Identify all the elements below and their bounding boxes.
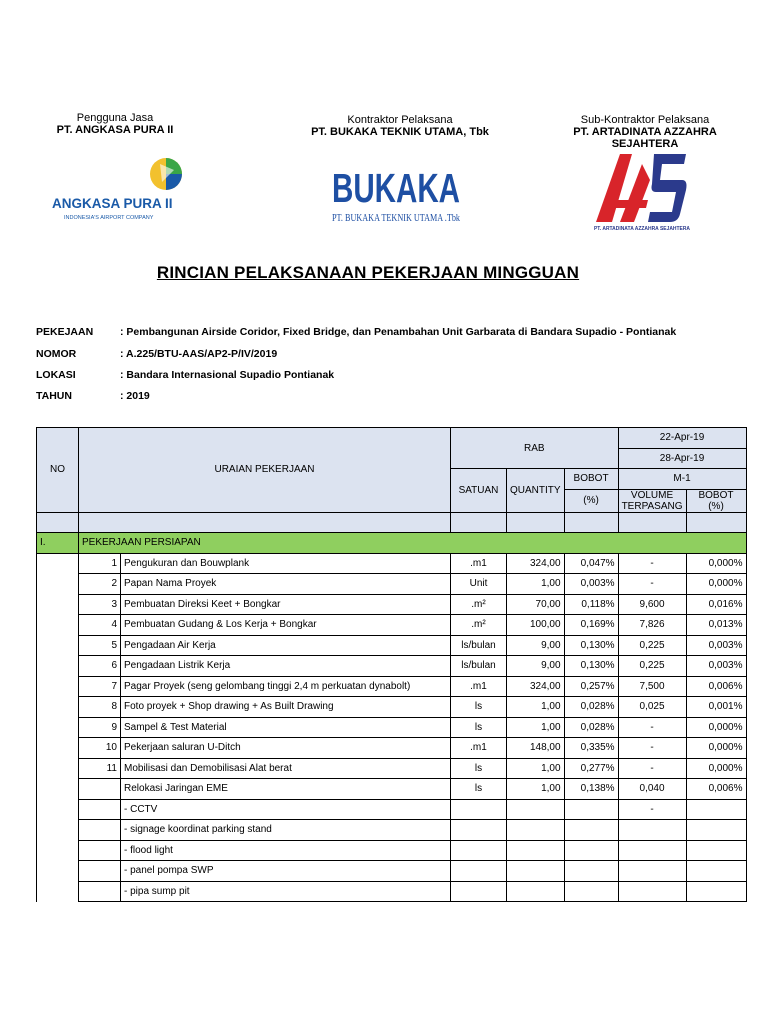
row-bobot: 0,130% bbox=[564, 656, 618, 677]
row-quantity: 9,00 bbox=[507, 656, 565, 677]
row-blank bbox=[37, 615, 79, 636]
bukaka-logo-sub: PT. BUKAKA TEKNIK UTAMA .Tbk bbox=[332, 213, 460, 224]
row-number bbox=[79, 840, 121, 861]
row-description: Pembuatan Direksi Keet + Bongkar bbox=[121, 594, 451, 615]
row-bobot: 0,335% bbox=[564, 738, 618, 759]
row-blank bbox=[37, 553, 79, 574]
row-volume: 7,500 bbox=[618, 676, 686, 697]
row-number: 10 bbox=[79, 738, 121, 759]
header-bobot2 bbox=[686, 489, 746, 512]
row-bobot-terpasang: 0,000% bbox=[686, 758, 746, 779]
row-bobot-terpasang bbox=[686, 840, 746, 861]
row-blank bbox=[37, 594, 79, 615]
header-volume-label: VOLUME bbox=[630, 489, 674, 501]
row-bobot: 0,169% bbox=[564, 615, 618, 636]
row-quantity bbox=[507, 799, 565, 820]
row-number: 4 bbox=[79, 615, 121, 636]
row-unit: .m1 bbox=[451, 738, 507, 759]
meta-key: NOMOR bbox=[36, 348, 77, 360]
header-quantity: QUANTITY bbox=[507, 469, 565, 513]
row-quantity: 1,00 bbox=[507, 779, 565, 800]
row-bobot-terpasang: 0,013% bbox=[686, 615, 746, 636]
row-bobot: 0,138% bbox=[564, 779, 618, 800]
meta-value: : 2019 bbox=[120, 390, 150, 402]
bukaka-logo bbox=[330, 160, 465, 231]
row-volume: - bbox=[618, 799, 686, 820]
row-bobot bbox=[564, 881, 618, 902]
subcontractor-company: PT. ARTADINATA AZZAHRA SEJAHTERA bbox=[573, 126, 717, 150]
table-row bbox=[37, 840, 747, 861]
row-volume: - bbox=[618, 574, 686, 595]
row-volume: 0,040 bbox=[618, 779, 686, 800]
header-bobot2-label: BOBOT bbox=[698, 489, 734, 501]
row-blank bbox=[37, 697, 79, 718]
table-row bbox=[37, 615, 747, 636]
section-row bbox=[37, 533, 747, 554]
angkasa-pura-logo bbox=[52, 152, 187, 229]
row-bobot bbox=[564, 840, 618, 861]
row-description: Mobilisasi dan Demobilisasi Alat berat bbox=[121, 758, 451, 779]
meta-key: LOKASI bbox=[36, 369, 76, 381]
row-volume: 0,225 bbox=[618, 635, 686, 656]
owner-block bbox=[30, 112, 200, 136]
row-description: Pembuatan Gudang & Los Kerja + Bongkar bbox=[121, 615, 451, 636]
row-blank bbox=[37, 574, 79, 595]
row-bobot-terpasang bbox=[686, 881, 746, 902]
subcontractor-role: Sub-Kontraktor Pelaksana bbox=[580, 114, 710, 126]
aas-logo-icon bbox=[592, 150, 692, 232]
row-unit: ls bbox=[451, 697, 507, 718]
row-number: 6 bbox=[79, 656, 121, 677]
row-bobot bbox=[564, 799, 618, 820]
row-blank bbox=[37, 779, 79, 800]
row-unit: ls bbox=[451, 717, 507, 738]
row-quantity: 1,00 bbox=[507, 574, 565, 595]
header-date-end: 28-Apr-19 bbox=[618, 448, 746, 469]
row-bobot: 0,277% bbox=[564, 758, 618, 779]
row-blank bbox=[37, 717, 79, 738]
row-bobot-terpasang: 0,016% bbox=[686, 594, 746, 615]
row-bobot-terpasang: 0,001% bbox=[686, 697, 746, 718]
row-description: - CCTV bbox=[121, 799, 451, 820]
table-row bbox=[37, 799, 747, 820]
work-table bbox=[36, 427, 747, 902]
row-blank bbox=[37, 738, 79, 759]
row-number: 2 bbox=[79, 574, 121, 595]
row-number bbox=[79, 861, 121, 882]
row-bobot bbox=[564, 861, 618, 882]
row-blank bbox=[37, 635, 79, 656]
row-blank bbox=[37, 758, 79, 779]
table-row bbox=[37, 738, 747, 759]
row-description: - signage koordinat parking stand bbox=[121, 820, 451, 841]
row-quantity bbox=[507, 840, 565, 861]
header-bobot: BOBOT bbox=[564, 469, 618, 490]
row-blank bbox=[37, 799, 79, 820]
row-unit: ls bbox=[451, 779, 507, 800]
row-quantity: 100,00 bbox=[507, 615, 565, 636]
header-bobot2-unit: (%) bbox=[708, 500, 724, 512]
page-title: RINCIAN PELAKSANAAN PEKERJAAN MINGGUAN bbox=[156, 263, 580, 282]
row-number: 7 bbox=[79, 676, 121, 697]
row-quantity bbox=[507, 820, 565, 841]
row-number: 11 bbox=[79, 758, 121, 779]
table-row bbox=[37, 820, 747, 841]
row-volume: - bbox=[618, 717, 686, 738]
section-no: I. bbox=[37, 533, 79, 554]
contractor-company: PT. BUKAKA TEKNIK UTAMA, Tbk bbox=[311, 126, 489, 138]
header-satuan: SATUAN bbox=[451, 469, 507, 513]
table-row bbox=[37, 656, 747, 677]
table-row bbox=[37, 881, 747, 902]
owner-company: PT. ANGKASA PURA II bbox=[56, 124, 174, 136]
meta-key: PEKEJAAN bbox=[36, 326, 94, 338]
row-quantity: 148,00 bbox=[507, 738, 565, 759]
row-quantity bbox=[507, 881, 565, 902]
row-quantity: 324,00 bbox=[507, 676, 565, 697]
header-no: NO bbox=[37, 428, 79, 513]
row-description: Pengadaan Air Kerja bbox=[121, 635, 451, 656]
row-description: - flood light bbox=[121, 840, 451, 861]
meta-value: : Pembangunan Airside Coridor, Fixed Bridge, dan Penambahan Unit Garbarata di Bandara Supadio - Pontianak bbox=[120, 326, 677, 338]
row-unit: Unit bbox=[451, 574, 507, 595]
row-volume: - bbox=[618, 553, 686, 574]
row-quantity bbox=[507, 861, 565, 882]
row-number bbox=[79, 820, 121, 841]
ap-logo-text: ANGKASA PURA II bbox=[52, 196, 173, 211]
row-number bbox=[79, 799, 121, 820]
row-unit: .m² bbox=[451, 594, 507, 615]
row-description: Relokasi Jaringan EME bbox=[121, 779, 451, 800]
contractor-block bbox=[305, 114, 495, 138]
row-bobot: 0,118% bbox=[564, 594, 618, 615]
table-body bbox=[37, 553, 747, 902]
row-bobot-terpasang: 0,003% bbox=[686, 656, 746, 677]
table-row bbox=[37, 635, 747, 656]
row-number: 1 bbox=[79, 553, 121, 574]
row-unit: .m1 bbox=[451, 676, 507, 697]
row-unit bbox=[451, 881, 507, 902]
row-unit bbox=[451, 840, 507, 861]
row-volume: 0,025 bbox=[618, 697, 686, 718]
row-unit: ls bbox=[451, 758, 507, 779]
row-bobot-terpasang: 0,006% bbox=[686, 779, 746, 800]
row-unit: .m² bbox=[451, 615, 507, 636]
row-volume: - bbox=[618, 758, 686, 779]
row-description: Papan Nama Proyek bbox=[121, 574, 451, 595]
row-description: Pagar Proyek (seng gelombang tinggi 2,4 m perkuatan dynabolt) bbox=[121, 676, 451, 697]
row-bobot: 0,028% bbox=[564, 717, 618, 738]
table-row bbox=[37, 861, 747, 882]
row-description: Pengukuran dan Bouwplank bbox=[121, 553, 451, 574]
row-description: Pengadaan Listrik Kerja bbox=[121, 656, 451, 677]
angkasa-pura-logo-icon bbox=[52, 152, 187, 224]
table-row bbox=[37, 779, 747, 800]
table-row bbox=[37, 574, 747, 595]
row-unit: ls/bulan bbox=[451, 656, 507, 677]
owner-role: Pengguna Jasa bbox=[76, 112, 154, 124]
contractor-role: Kontraktor Pelaksana bbox=[347, 114, 453, 126]
row-blank bbox=[37, 656, 79, 677]
row-bobot-terpasang bbox=[686, 799, 746, 820]
bukaka-logo-text: BUKAKA bbox=[332, 165, 460, 211]
row-blank bbox=[37, 820, 79, 841]
row-quantity: 70,00 bbox=[507, 594, 565, 615]
meta-key: TAHUN bbox=[36, 390, 72, 402]
row-blank bbox=[37, 840, 79, 861]
row-bobot-terpasang bbox=[686, 820, 746, 841]
aas-logo bbox=[592, 150, 692, 237]
row-bobot-terpasang: 0,000% bbox=[686, 738, 746, 759]
row-bobot-terpasang: 0,006% bbox=[686, 676, 746, 697]
subcontractor-block bbox=[545, 114, 745, 150]
row-unit: ls/bulan bbox=[451, 635, 507, 656]
ap-logo-sub: INDONESIA'S AIRPORT COMPANY bbox=[64, 215, 154, 221]
row-description: - panel pompa SWP bbox=[121, 861, 451, 882]
table-row bbox=[37, 553, 747, 574]
row-bobot: 0,028% bbox=[564, 697, 618, 718]
row-number: 5 bbox=[79, 635, 121, 656]
meta-value: : A.225/BTU-AAS/AP2-P/IV/2019 bbox=[120, 348, 278, 360]
header-bobot-unit: (%) bbox=[564, 489, 618, 512]
meta-row-nomor bbox=[36, 348, 277, 360]
table-row bbox=[37, 717, 747, 738]
aas-logo-sub: PT. ARTADINATA AZZAHRA SEJAHTERA bbox=[594, 226, 691, 232]
header-volume bbox=[618, 489, 686, 512]
row-volume bbox=[618, 840, 686, 861]
row-volume: 7,826 bbox=[618, 615, 686, 636]
meta-value: : Bandara Internasional Supadio Pontianak bbox=[120, 369, 335, 381]
row-unit bbox=[451, 861, 507, 882]
row-description: Foto proyek + Shop drawing + As Built Drawing bbox=[121, 697, 451, 718]
row-quantity: 324,00 bbox=[507, 553, 565, 574]
row-volume: 9,600 bbox=[618, 594, 686, 615]
row-blank bbox=[37, 676, 79, 697]
row-volume: - bbox=[618, 738, 686, 759]
header-date-start: 22-Apr-19 bbox=[618, 428, 746, 449]
row-bobot-terpasang bbox=[686, 861, 746, 882]
header-uraian: URAIAN PEKERJAAN bbox=[79, 428, 451, 513]
header-week: M-1 bbox=[618, 469, 746, 490]
row-number: 9 bbox=[79, 717, 121, 738]
row-description: - pipa sump pit bbox=[121, 881, 451, 902]
header-terpasang-label: TERPASANG bbox=[621, 500, 683, 512]
row-number: 8 bbox=[79, 697, 121, 718]
row-quantity: 1,00 bbox=[507, 717, 565, 738]
meta-row-tahun bbox=[36, 390, 150, 402]
table-row bbox=[37, 676, 747, 697]
row-blank bbox=[37, 881, 79, 902]
row-bobot bbox=[564, 820, 618, 841]
table-row bbox=[37, 697, 747, 718]
row-quantity: 1,00 bbox=[507, 758, 565, 779]
meta-row-pekerjaan bbox=[36, 326, 676, 338]
row-description: Sampel & Test Material bbox=[121, 717, 451, 738]
row-volume bbox=[618, 881, 686, 902]
row-unit: .m1 bbox=[451, 553, 507, 574]
row-quantity: 9,00 bbox=[507, 635, 565, 656]
row-bobot-terpasang: 0,000% bbox=[686, 574, 746, 595]
row-volume bbox=[618, 861, 686, 882]
table-row bbox=[37, 594, 747, 615]
row-number: 3 bbox=[79, 594, 121, 615]
row-bobot: 0,257% bbox=[564, 676, 618, 697]
table-row bbox=[37, 758, 747, 779]
row-volume bbox=[618, 820, 686, 841]
row-volume: 0,225 bbox=[618, 656, 686, 677]
row-number bbox=[79, 779, 121, 800]
row-bobot: 0,003% bbox=[564, 574, 618, 595]
row-bobot: 0,130% bbox=[564, 635, 618, 656]
row-unit bbox=[451, 799, 507, 820]
row-quantity: 1,00 bbox=[507, 697, 565, 718]
row-blank bbox=[37, 861, 79, 882]
row-bobot-terpasang: 0,003% bbox=[686, 635, 746, 656]
bukaka-logo-icon bbox=[330, 160, 465, 226]
row-bobot-terpasang: 0,000% bbox=[686, 717, 746, 738]
header-rab: RAB bbox=[451, 428, 619, 469]
section-label: PEKERJAAN PERSIAPAN bbox=[79, 533, 747, 554]
row-bobot: 0,047% bbox=[564, 553, 618, 574]
row-unit bbox=[451, 820, 507, 841]
row-bobot-terpasang: 0,000% bbox=[686, 553, 746, 574]
meta-row-lokasi bbox=[36, 369, 334, 381]
row-number bbox=[79, 881, 121, 902]
spacer-row bbox=[37, 512, 747, 533]
row-description: Pekerjaan saluran U-Ditch bbox=[121, 738, 451, 759]
